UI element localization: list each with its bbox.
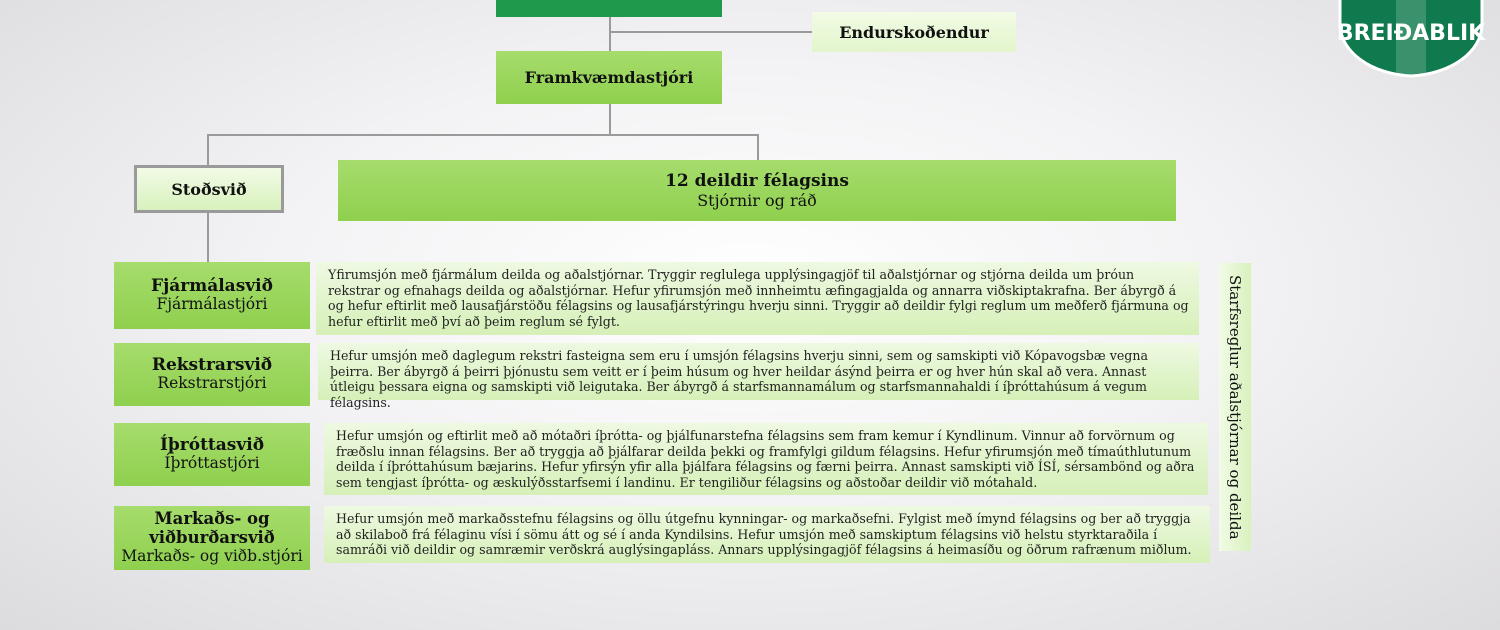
finance-unit-description: Yfirumsjón með fjármálum deilda og aðalstjórnar. Tryggir reglulega upplýsingagjöf til aðalstjórnar og stjórna deilda um þróun rekstrar og efnahags deilda og aðalstjórnar. Hefur yfirumsjón með innheimtu æfingagjalda og annarra viðskiptakrafna. Ber ábyrgð á og hefur eftirlit með lausafjárstöðu félagsins og lausafjárstýringu hverju sinni. Tryggir að deildir fylgi reglum um meðferð fjármuna og hefur eftirlit með því að þeim reglum sé fylgt. [316,262,1199,335]
unit-name: Fjármálasvið [151,275,273,296]
sports-unit-description: Hefur umsjón og eftirlit með að mótaðri íþrótta- og þjálfunarstefna félagsins sem fram kemur í Kyndlinum. Vinnur að forvörnum og fræðslu innan félagsins. Ber að tryggja að þjálfarar deilda þekki og framfylgi gildum félagsins. Hefur yfirumsjón með tímaúthlutunum deilda í íþróttahúsum bæjarins. Hefur yfirsýn yfir alla þjálfara félagsins og færni þeirra. Annast samskipti við ÍSÍ, sérsambönd og aðra sem tengjast íþrótta- og æskulýðsstarfsemi í landinu. Er tengiliður félagsins og aðstoðar deildir við mótahald. [324,423,1208,495]
unit-role: Íþróttastjóri [164,454,260,473]
marketing-unit-box [114,506,310,570]
connector-to-auditors [610,31,812,33]
bylaws-side-label: Starfsreglur aðalstjórnar og deilda [1226,274,1244,540]
finance-unit-box [114,262,310,329]
operations-unit-box [114,343,310,406]
support-label: Stoðsvið [171,179,247,199]
unit-name: Íþróttasvið [159,434,265,455]
connector-to-departments [757,134,759,160]
unit-role: Rekstrarstjóri [157,374,267,393]
operations-unit-description: Hefur umsjón með daglegum rekstri fasteigna sem eru í umsjón félagsins hverju sinni, sem og samskipti við Kópavogsbæ vegna þeirra. Ber ábyrgð á þeirri þjónustu sem veitt er í þeim húsum og hver heildar ásýnd þeirra er og hver hún skal að vera. Annast útleigu þessara eigna og samskipti við leigutaka. Ber ábyrgð á starfsmannamálum og starfsmannahaldi í íþróttahúsum á vegum félagsins. [318,343,1199,400]
sports-unit-box [114,423,310,486]
bylaws-side-label-box [1219,263,1251,551]
connector-to-support [207,134,209,165]
unit-name: Rekstrarsvið [151,354,273,375]
connector-support-down [207,213,209,263]
support-box [134,165,284,213]
unit-role: Fjármálastjóri [156,295,268,314]
marketing-unit-description: Hefur umsjón með markaðsstefnu félagsins og öllu útgefnu kynningar- og markaðsefni. Fylgist með ímynd félagsins og ber að tryggja að skilaboð frá félaginu vísi í sömu átt og sé í anda Kyndilsins. Hefur umsjón með samskiptum félagsins við helstu styrktaraðila í samráði við deildir og samræmir verðskrá auglýsingapláss. Annars upplýsingagjöf félagsins á heimasíðu og öðrum rafrænum miðlum. [324,506,1210,563]
departments-title: 12 deildir félagsins [665,171,849,191]
breidablik-logo [1336,0,1486,78]
connector-horizontal [208,134,758,136]
departments-box [338,160,1176,221]
connector-top-to-ceo [609,17,611,51]
auditors-box [812,12,1016,52]
logo-text: BREIÐABLIK [1336,21,1486,46]
auditors-label: Endurskoðendur [839,22,989,42]
ceo-box [496,51,722,104]
departments-subtitle: Stjórnir og ráð [697,191,817,210]
connector-ceo-down [609,104,611,135]
unit-role: Markaðs- og viðb.stjóri [121,547,303,566]
ceo-label: Framkvæmdastjóri [524,68,694,87]
unit-name: Markaðs- og viðburðarsvið [149,509,275,548]
board-box [496,0,722,17]
